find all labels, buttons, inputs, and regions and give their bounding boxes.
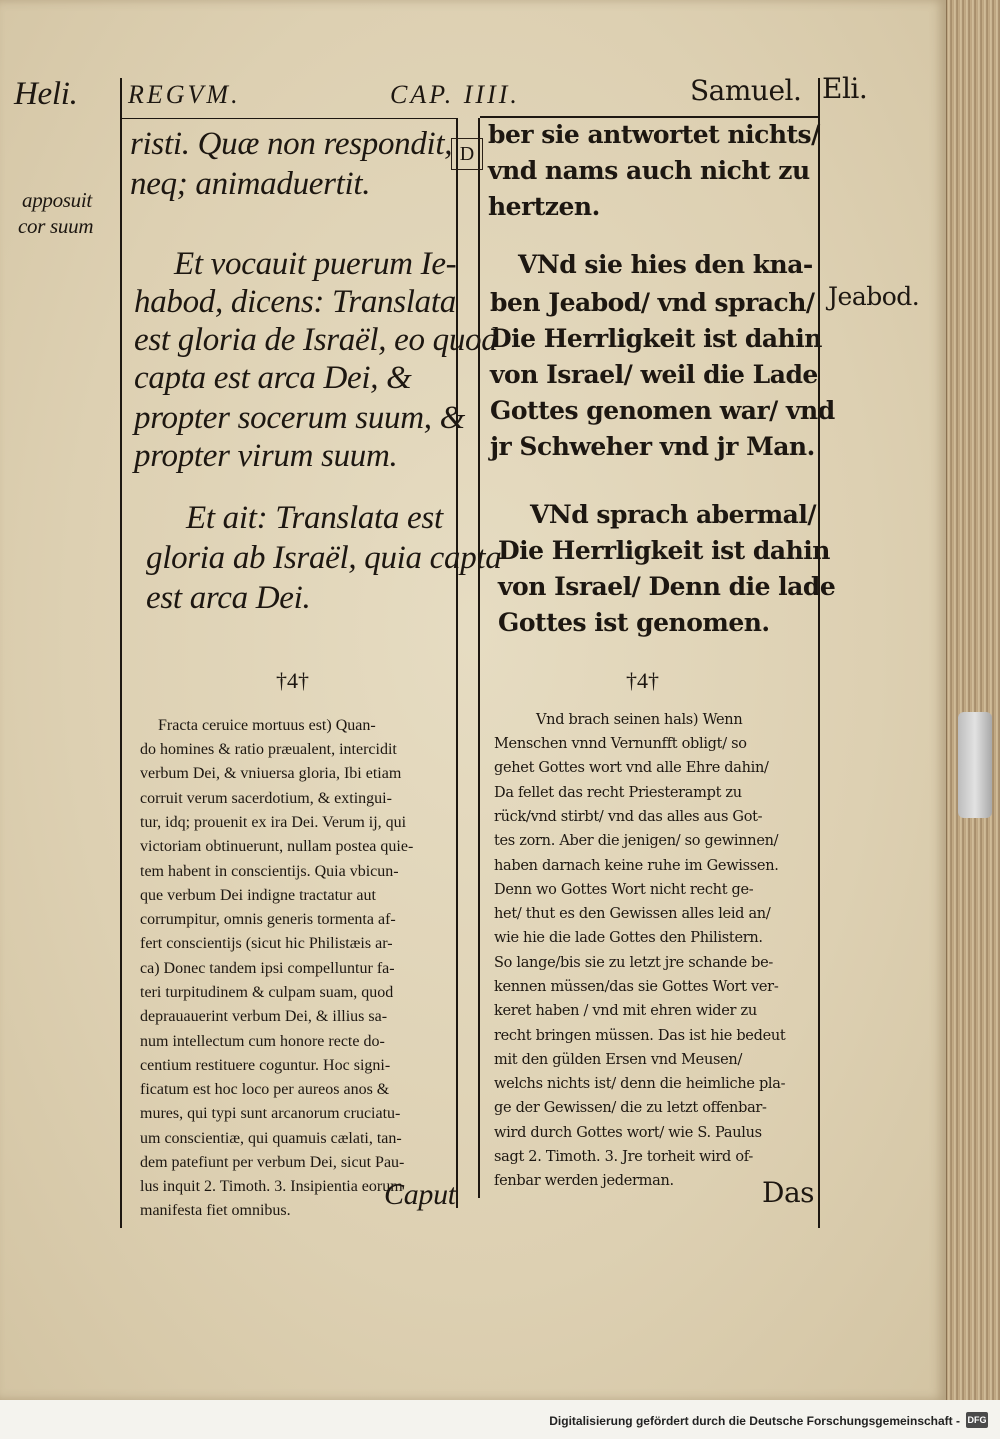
latin-note-line: ca) Donec tandem ipsi compelluntur fa-	[140, 960, 395, 977]
digitization-footer: Digitalisierung gefördert durch die Deutsche Forschungsgemeinschaft -	[549, 1414, 960, 1428]
header-rule	[480, 116, 820, 118]
latin-note-line: Fracta ceruice mortuus est) Quan-	[158, 717, 376, 734]
note-label-right: †4†	[626, 668, 659, 693]
header-right-margin: Eli.	[822, 72, 868, 105]
header-book: REGVM.	[128, 80, 241, 109]
latin-line: est gloria de Israël, eo quod	[134, 322, 498, 358]
german-line: Die Herrligkeit ist dahin	[498, 536, 830, 565]
column-marker: D	[451, 138, 483, 170]
german-note-line: het/ thut es den Gewissen alles leid an/	[494, 906, 771, 922]
latin-note-line: um conscientiæ, qui quamuis cælati, tan-	[140, 1130, 402, 1147]
header-left-margin: Heli.	[14, 76, 78, 112]
latin-note-line: que verbum Dei indigne tractatur aut	[140, 887, 376, 904]
latin-note-line: deprauauerint verbum Dei, & illius sa-	[140, 1008, 388, 1025]
german-note-line: wird durch Gottes wort/ wie S. Paulus	[494, 1125, 762, 1141]
latin-note-line: teri turpitudinem & culpam suam, quod	[140, 984, 394, 1001]
latin-line: est arca Dei.	[146, 580, 311, 616]
german-note-line: fenbar werden jederman.	[494, 1173, 674, 1189]
latin-note-line: corrumpitur, omnis generis tormenta af-	[140, 911, 396, 928]
latin-line: propter virum suum.	[134, 438, 398, 474]
header-rule-left	[122, 118, 456, 119]
german-note-line: Menschen vnnd Vernunfft obligt/ so	[494, 736, 747, 752]
latin-note-line: victoriam obtinuerunt, nullam postea quie-	[140, 838, 414, 855]
german-note-line: ge der Gewissen/ die zu letzt offenbar-	[494, 1100, 767, 1116]
margin-note-left-1: apposuit	[22, 188, 92, 212]
german-line: Gottes ist genomen.	[498, 608, 770, 637]
german-line: VNd sprach abermal/	[530, 500, 816, 529]
german-note-line: haben darnach keine ruhe im Gewissen.	[494, 858, 779, 874]
german-line: von Israel/ weil die Lade	[490, 360, 818, 389]
latin-note-line: manifesta fiet omnibus.	[140, 1202, 291, 1219]
latin-note-line: corruit verum sacerdotium, & extingui-	[140, 790, 392, 807]
german-line: vnd nams auch nicht zu	[488, 156, 810, 185]
dfg-logo: DFG	[966, 1412, 988, 1428]
latin-note-line: tur, idq; prouenit ex ira Dei. Verum ij, qui	[140, 814, 407, 831]
latin-note-line: mures, qui typi sunt arcanorum cruciatu-	[140, 1105, 401, 1122]
german-note-line: sagt 2. Timoth. 3. Jre torheit wird of-	[494, 1149, 753, 1165]
bookmark-tab	[958, 712, 992, 818]
german-note-line: keret haben / vnd mit ehren wider zu	[494, 1003, 757, 1019]
latin-line: neq; animaduertit.	[130, 166, 371, 202]
catchword-left: Caput	[384, 1178, 456, 1211]
german-note-line: mit den gülden Ersen vnd Meusen/	[494, 1052, 743, 1068]
latin-note-line: do homines & ratio præualent, intercidit	[140, 741, 397, 758]
catchword-right: Das	[762, 1176, 815, 1209]
latin-line: Et ait: Translata est	[186, 500, 443, 536]
latin-note-line: fert conscientijs (sicut hic Philistæis ar-	[140, 935, 393, 952]
german-note-line: Denn wo Gottes Wort nicht recht ge-	[494, 882, 754, 898]
german-note-line: Vnd brach seinen hals) Wenn	[536, 712, 743, 728]
german-note-line: rück/vnd stirbt/ vnd das alles aus Got-	[494, 809, 763, 825]
book-edge	[946, 0, 1000, 1400]
latin-line: propter socerum suum, &	[134, 400, 466, 436]
latin-line: capta est arca Dei, &	[134, 360, 412, 396]
german-note-line: wie hie die lade Gottes den Philistern.	[494, 930, 763, 946]
german-line: ber sie antwortet nichts/	[488, 120, 820, 149]
latin-line: habod, dicens: Translata	[134, 284, 456, 320]
latin-note-line: centium restituere coguntur. Hoc signi-	[140, 1057, 391, 1074]
latin-line: risti. Quæ non respondit,	[130, 126, 453, 162]
left-column-rule-outer	[120, 78, 122, 1228]
german-line: hertzen.	[488, 192, 600, 221]
german-line: ben Jeabod/ vnd sprach/	[490, 288, 815, 317]
latin-line: gloria ab Israël, quia capta	[146, 540, 502, 576]
german-note-line: gehet Gottes wort vnd alle Ehre dahin/	[494, 760, 769, 776]
german-note-line: tes zorn. Aber die jenigen/ so gewinnen/	[494, 833, 779, 849]
margin-note-left-2: cor suum	[18, 214, 94, 238]
german-line: Gottes genomen war/ vnd	[490, 396, 835, 425]
german-note-line: So lange/bis sie zu letzt jre schande be-	[494, 955, 774, 971]
german-line: Die Herrligkeit ist dahin	[490, 324, 822, 353]
header-chapter: CAP. IIII.	[390, 80, 520, 109]
german-note-line: Da fellet das recht Priesterampt zu	[494, 785, 742, 801]
margin-note-right: Jeabod.	[828, 282, 920, 311]
german-line: VNd sie hies den kna-	[518, 250, 813, 279]
latin-note-line: ficatum est hoc loco per aureos anos &	[140, 1081, 390, 1098]
german-line: von Israel/ Denn die lade	[498, 572, 836, 601]
note-label-left: †4†	[276, 668, 309, 693]
latin-note-line: lus inquit 2. Timoth. 3. Insipientia eorum	[140, 1178, 403, 1195]
latin-note-line: tem habent in conscientijs. Quia vbicun-	[140, 863, 399, 880]
right-column-rule-inner	[478, 118, 480, 1198]
german-note-line: recht bringen müssen. Das ist hie bedeut	[494, 1028, 786, 1044]
latin-note-line: dem patefiunt per verbum Dei, sicut Pau-	[140, 1154, 405, 1171]
right-column-rule-outer	[818, 78, 820, 1228]
latin-note-line: verbum Dei, & vniuersa gloria, Ibi etiam	[140, 765, 402, 782]
latin-note-line: num intellectum cum honore recte do-	[140, 1033, 385, 1050]
header-right-title: Samuel.	[690, 74, 802, 107]
german-note-line: welchs nichts ist/ denn die heimliche pla-	[494, 1076, 786, 1092]
latin-line: Et vocauit puerum Ie-	[174, 246, 457, 282]
german-note-line: kennen müssen/das sie Gottes Wort ver-	[494, 979, 779, 995]
german-line: jr Schweher vnd jr Man.	[490, 432, 815, 461]
